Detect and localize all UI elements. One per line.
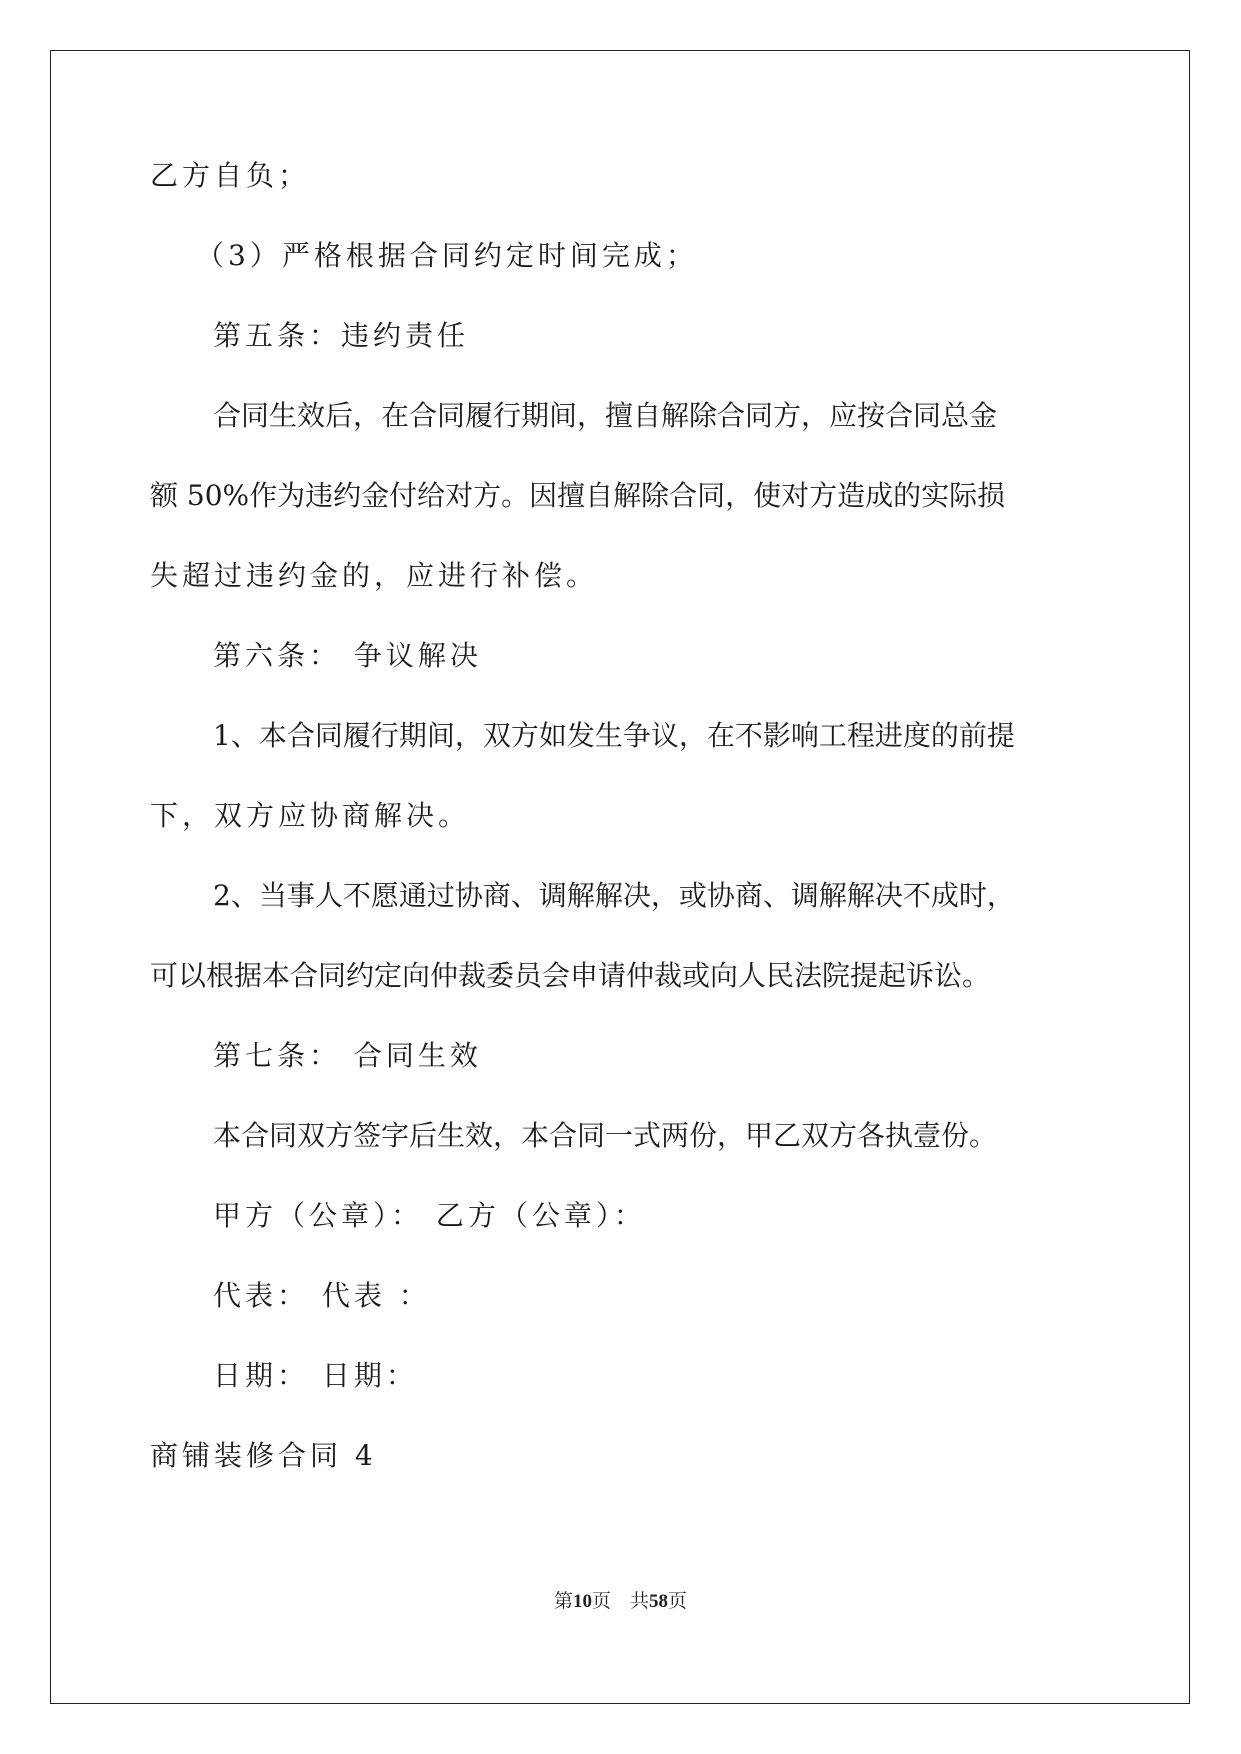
signature-line: 日期： 日期： [213, 1359, 418, 1392]
paragraph-line: 可以根据本合同约定向仲裁委员会申请仲裁或向人民法院提起诉讼。 [150, 959, 991, 992]
footer-page-prefix: 第 [553, 1590, 573, 1612]
paragraph-line: 1、本合同履行期间，双方如发生争议，在不影响工程进度的前提 [213, 719, 1015, 752]
section-heading: 第五条：违约责任 [213, 319, 470, 352]
paragraph-line: 乙方自负； [150, 159, 311, 192]
paragraph-line: 2、当事人不愿通过协商、调解解决，或协商、调解解决不成时， [213, 879, 1015, 912]
section-heading: 第六条： 争议解决 [213, 639, 482, 672]
section-heading: 第七条： 合同生效 [213, 1039, 482, 1072]
paragraph-line: （3）严格根据合同约定时间完成； [196, 239, 698, 272]
footer-page-current: 10 [572, 1591, 592, 1612]
paragraph-line: 额 50%作为违约金付给对方。因擅自解除合同，使对方造成的实际损 [150, 479, 1006, 512]
paragraph-line: 下，双方应协商解决。 [150, 799, 471, 832]
page-footer [0, 1588, 1241, 1615]
paragraph-line: 失超过违约金的，应进行补偿。 [150, 559, 599, 592]
paragraph-line: 本合同双方签字后生效，本合同一式两份，甲乙双方各执壹份。 [213, 1119, 998, 1152]
footer-page-mid: 页 共 [591, 1590, 649, 1612]
document-title: 商铺装修合同 4 [150, 1439, 377, 1472]
footer-page-total: 58 [649, 1591, 668, 1612]
signature-line: 甲方（公章）： 乙方（公章）： [213, 1199, 646, 1232]
paragraph-line: 合同生效后，在合同履行期间，擅自解除合同方，应按合同总金 [213, 399, 998, 432]
footer-page-suffix: 页 [668, 1590, 688, 1612]
signature-line: 代表： 代表 ： [213, 1279, 431, 1312]
